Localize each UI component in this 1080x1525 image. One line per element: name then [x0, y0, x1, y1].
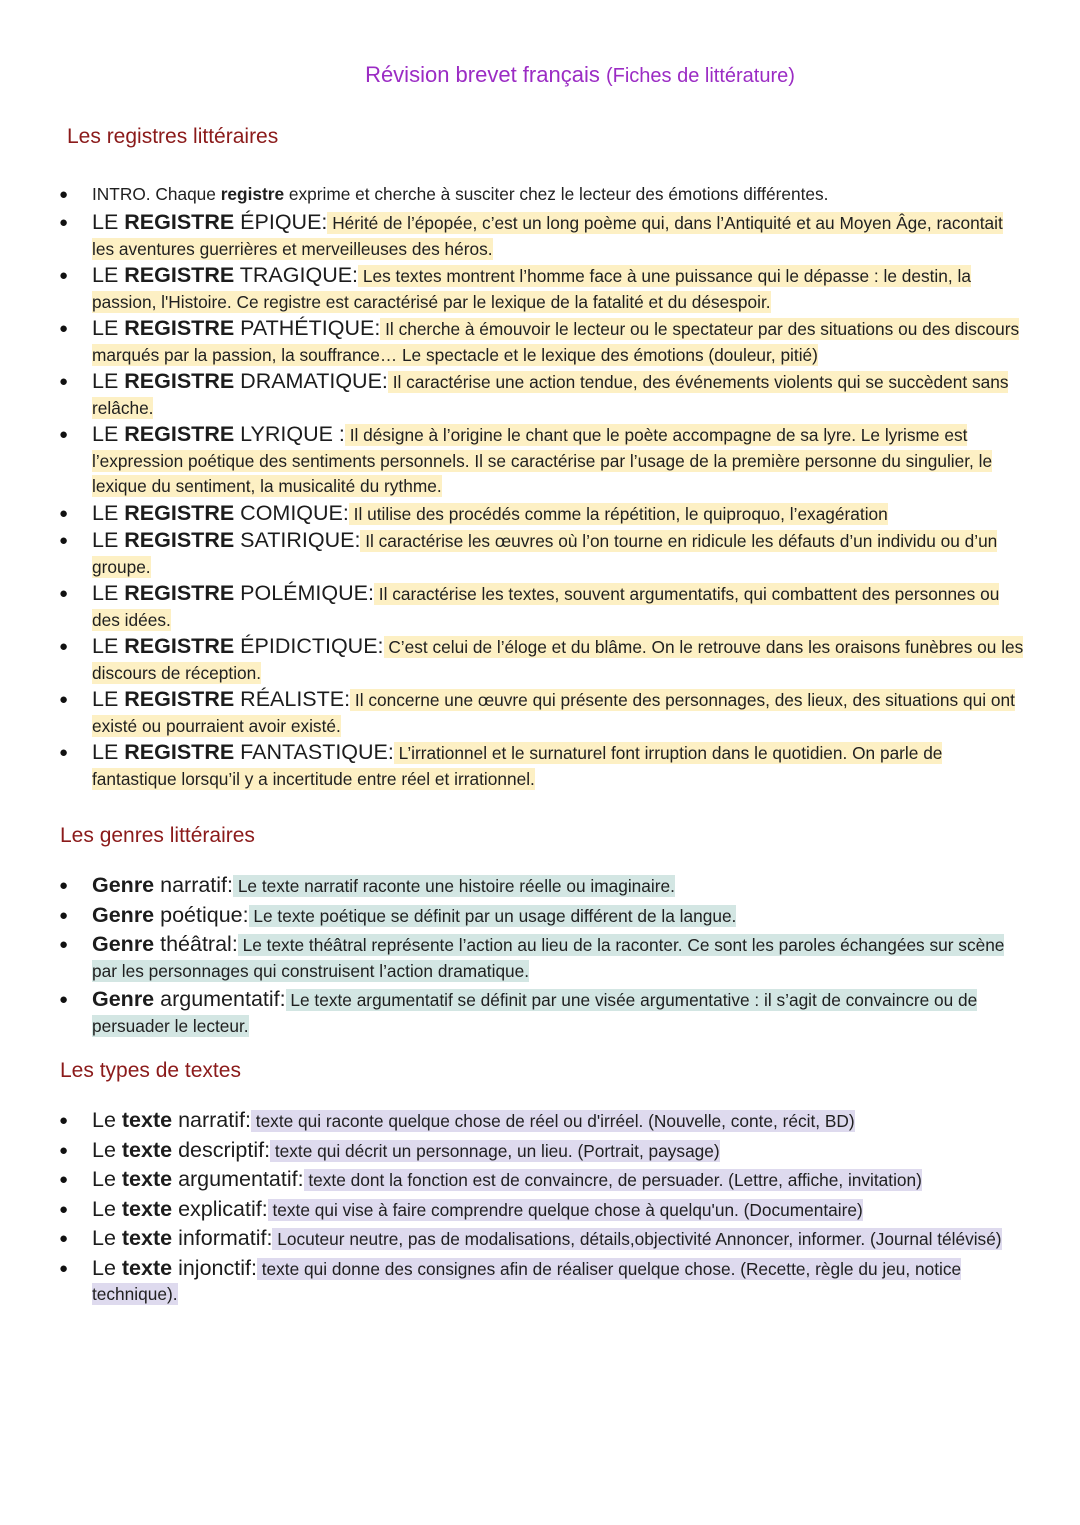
item-term: LE REGISTRE LYRIQUE :	[92, 422, 345, 446]
item-term: LE REGISTRE FANTASTIQUE:	[92, 740, 394, 764]
bullet-icon: ●	[59, 1230, 69, 1247]
item-definition: Il caractérise les textes, souvent argumentatifs, qui combattent des personnes ou des idées.	[92, 584, 1000, 630]
types-item	[0, 1167, 1080, 1194]
bullet-icon: ●	[59, 1200, 69, 1218]
title-subtitle: (Fiches de littérature)	[605, 65, 795, 87]
bullet-icon: ●	[59, 638, 69, 655]
item-term: Le texte explicatif:	[92, 1196, 268, 1221]
item-definition: Il cherche à émouvoir le lecteur ou le spectateur par des situations ou des discours marqués par la passion, la souffrance… Le spectacle et le lexique des émotions (douleur, pitié)	[92, 319, 1020, 365]
registres-item	[0, 263, 1080, 315]
item-definition: Il utilise des procédés comme la répétition, le quiproquo, l’exagération	[348, 503, 888, 524]
registres-item	[0, 369, 1080, 421]
item-term: LE REGISTRE RÉALISTE:	[92, 687, 351, 711]
bullet-icon: ●	[59, 214, 69, 231]
bullet-icon: ●	[59, 504, 69, 522]
item-term: Genre poétique:	[92, 902, 249, 927]
item-definition: L’irrationnel et le surnaturel font irruption dans le quotidien. On parle de fantastique lorsqu’il y a incertitude entre réel et irrationnel.	[92, 743, 943, 789]
genres-item	[0, 932, 1080, 984]
item-definition: Il concerne une œuvre qui présente des personnages, des lieux, des situations qui ont existé ou pourraient avoir existé.	[92, 690, 1015, 736]
registres-list	[0, 182, 1080, 208]
item-term: Genre argumentatif:	[92, 987, 286, 1011]
item-definition: C’est celui de l’éloge et du blâme. On le retrouve dans les oraisons funèbres ou les discours de réception.	[92, 637, 1024, 683]
registres-item	[0, 316, 1080, 368]
registres-item	[0, 740, 1080, 792]
registres-item	[0, 634, 1080, 686]
item-definition: texte qui donne des consignes afin de réaliser quelque chose. (Recette, règle du jeu, notice technique).	[92, 1258, 962, 1304]
item-term: LE REGISTRE ÉPIDICTIQUE:	[92, 634, 384, 658]
item-term: LE REGISTRE COMIQUE:	[92, 500, 349, 525]
bullet-icon: ●	[59, 186, 69, 203]
bullet-icon: ●	[59, 373, 69, 390]
bullet-icon: ●	[59, 320, 69, 337]
item-term: Le texte injonctif:	[92, 1255, 257, 1280]
types-items	[0, 1108, 1080, 1308]
registres-item	[0, 687, 1080, 739]
types-item	[0, 1138, 1080, 1165]
item-definition: Le texte poétique se définit par un usage différent de la langue.	[248, 905, 737, 926]
item-term: Le texte argumentatif:	[92, 1167, 304, 1191]
item-definition: Les textes montrent l’homme face à une puissance qui le dépasse : le destin, la passion, l'Histoire. Ce registre est caractérisé par le lexique de la fatalité et du désespoir.	[92, 266, 971, 312]
item-term: LE REGISTRE DRAMATIQUE:	[92, 369, 388, 393]
types-item	[0, 1226, 1080, 1253]
bullet-icon: ●	[59, 906, 69, 924]
genres-items	[0, 873, 1080, 1039]
item-definition: Hérité de l’épopée, c’est un long poème qui, dans l’Antiquité et au Moyen Âge, racontait les aventures guerrières et merveilleuses des héros.	[92, 213, 1003, 259]
bullet-icon: ●	[59, 267, 69, 284]
bullet-icon: ●	[59, 877, 69, 894]
item-term: Genre narratif:	[92, 873, 234, 897]
section-heading-genres: Les genres littéraires	[60, 824, 255, 847]
registres-item	[0, 501, 1080, 528]
types-item	[0, 1197, 1080, 1224]
registres-item	[0, 422, 1080, 500]
item-term: LE REGISTRE POLÉMIQUE:	[92, 581, 374, 605]
genres-item	[0, 873, 1080, 900]
item-definition: texte qui décrit un personnage, un lieu. (Portrait, paysage)	[270, 1140, 720, 1161]
types-item	[0, 1108, 1080, 1135]
item-definition: Le texte narratif raconte une histoire réelle ou imaginaire.	[233, 876, 675, 896]
item-term: LE REGISTRE ÉPIQUE:	[92, 210, 328, 234]
bullet-icon: ●	[59, 532, 69, 549]
item-definition: texte qui raconte quelque chose de réel ou d'irréel. (Nouvelle, conte, récit, BD)	[250, 1111, 855, 1131]
registres-item	[0, 581, 1080, 633]
item-term: LE REGISTRE TRAGIQUE:	[92, 263, 359, 287]
item-definition: Locuteur neutre, pas de modalisations, détails,objectivité Annoncer, informer. (Journal télévisé)	[272, 1229, 1002, 1249]
item-term: Le texte informatif:	[92, 1226, 273, 1250]
bullet-icon: ●	[59, 1112, 69, 1129]
bullet-icon: ●	[59, 585, 69, 602]
section-heading-registres: Les registres littéraires	[67, 125, 279, 148]
bullet-icon: ●	[59, 1171, 69, 1188]
types-item	[0, 1256, 1080, 1308]
bullet-icon: ●	[59, 426, 69, 443]
item-definition: Il désigne à l’origine le chant que le poète accompagne de sa lyre. Le lyrisme est l’expression poétique des sentiments personnels. Il se caractérise par l’usage de la première personne du singulier, le lexique du sentiment, la musicalité du rythme.	[92, 425, 993, 496]
item-definition: texte qui vise à faire comprendre quelque chose à quelqu'un. (Documentaire)	[267, 1199, 863, 1220]
registres-item	[0, 528, 1080, 580]
item-definition: Le texte théâtral représente l’action au lieu de la raconter. Ce sont les paroles échangées sur scène par les personnages qui construisent l’action dramatique.	[92, 935, 1005, 981]
bullet-icon: ●	[59, 691, 69, 708]
item-term: LE REGISTRE PATHÉTIQUE:	[92, 316, 381, 340]
item-term: Genre théâtral:	[92, 932, 238, 956]
title-main: Révision brevet français	[365, 62, 600, 87]
item-term: Le texte descriptif:	[92, 1137, 271, 1162]
item-definition: Le texte argumentatif se définit par une visée argumentative : il s’agit de convaincre ou de persuader le lecteur.	[92, 990, 978, 1036]
genres-item	[0, 987, 1080, 1039]
registres-item	[0, 210, 1080, 262]
item-definition: Il caractérise les œuvres où l’on tourne en ridicule les défauts d’un individu ou d’un groupe.	[92, 531, 998, 577]
item-term: LE REGISTRE SATIRIQUE:	[92, 528, 361, 552]
bullet-icon: ●	[59, 936, 69, 953]
bullet-icon: ●	[59, 991, 69, 1008]
item-definition: texte dont la fonction est de convaincre, de persuader. (Lettre, affiche, invitation)	[303, 1170, 922, 1190]
registres-intro: ● INTRO. Chaque registre exprime et cherche à susciter chez le lecteur des émotions différentes.	[0, 182, 1080, 208]
bullet-icon: ●	[59, 1259, 69, 1277]
genres-item	[0, 903, 1080, 930]
bullet-icon: ●	[59, 744, 69, 761]
registres-items	[0, 210, 1080, 792]
item-definition: Il caractérise une action tendue, des événements violents qui se succèdent sans relâche.	[92, 372, 1009, 418]
page-title	[0, 62, 1080, 88]
section-heading-types: Les types de textes	[60, 1059, 241, 1082]
item-term: Le texte narratif:	[92, 1108, 251, 1132]
bullet-icon: ●	[59, 1141, 69, 1159]
